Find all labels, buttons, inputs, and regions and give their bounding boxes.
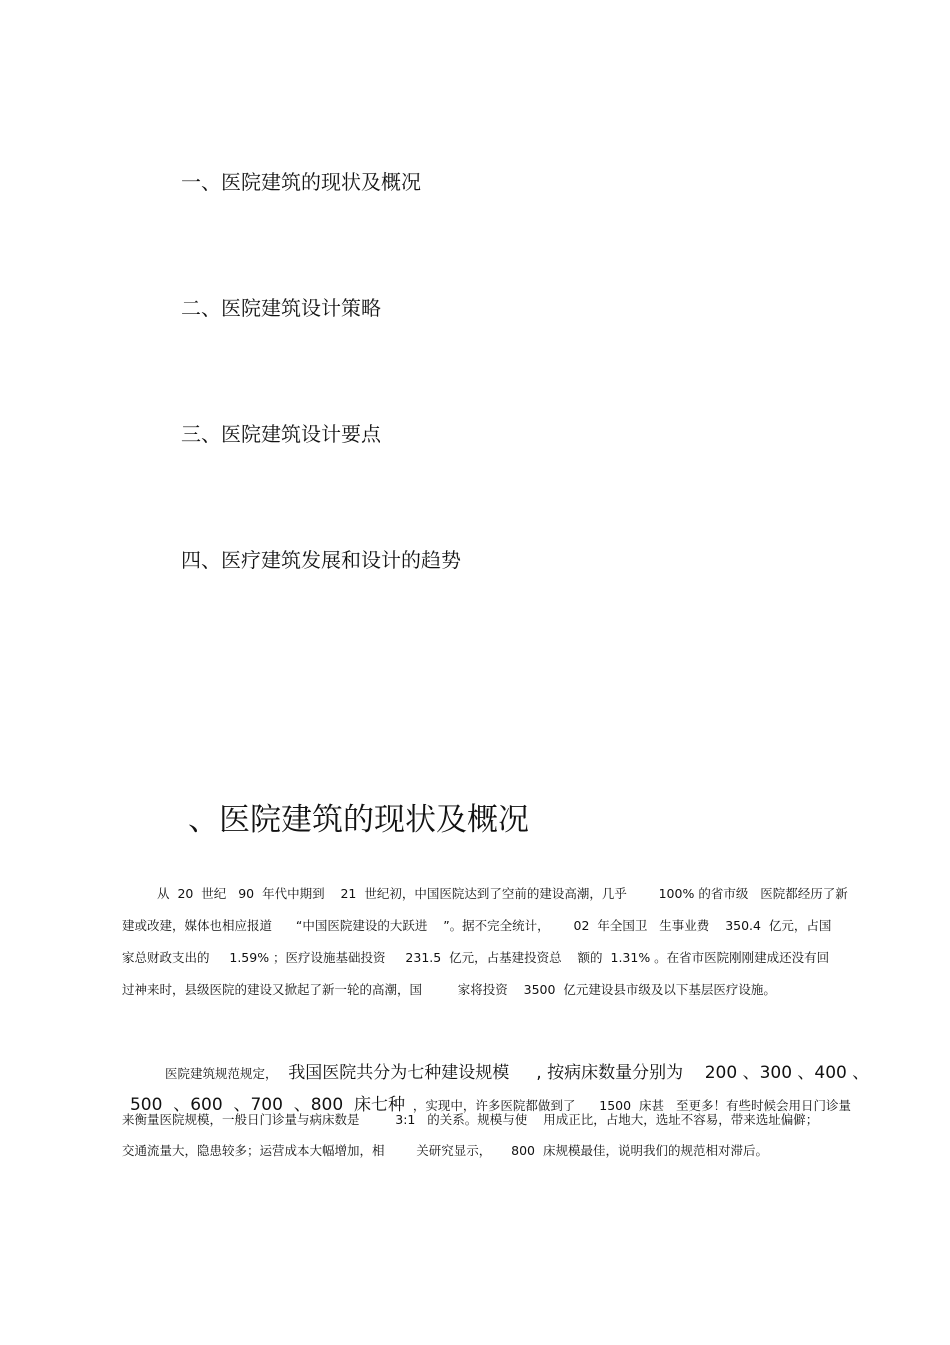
paragraph2-line-2-large: 500 、600 、700 、800 床七种 [129, 1095, 405, 1115]
paragraph2-line-2-small: ，实现中，许多医院都做到了 1500 床甚 至更多！有些时候会用日门诊量 [404, 1098, 851, 1113]
paragraph2-line-2 [122, 1078, 851, 1115]
paragraph2-line-1-small: 医院建筑规范规定， [164, 1066, 278, 1081]
toc-item-4: 四、医疗建筑发展和设计的趋势 [181, 548, 461, 572]
section-title: 、医院建筑的现状及概况 [188, 802, 529, 838]
toc-item-2: 二、医院建筑设计策略 [181, 296, 381, 320]
toc-item-3: 三、医院建筑设计要点 [181, 422, 381, 446]
paragraph2-line-1-large: 我国医院共分为七种建设规模 , 按病床数量分别为 200 、300 、400 、 [277, 1063, 870, 1083]
paragraph1-line-1: 从 20 世纪 90 年代中期到 21 世纪初，中国医院达到了空前的建设高潮，几乎 100% 的省市级 医院都经历了新 [157, 886, 848, 901]
toc-item-1: 一、医院建筑的现状及概况 [181, 170, 421, 194]
paragraph1-line-4: 过神来时，县级医院的建设又掀起了新一轮的高潮，国 家将投资 3500 亿元建设县市级及以下基层医疗设施。 [122, 982, 776, 997]
paragraph2-line-4: 交通流量大，隐患较多；运营成本大幅增加，相 关研究显示， 800 床规模最佳，说明我们的规范相对滞后。 [122, 1143, 768, 1158]
paragraph2-line-3: 来衡量医院规模，一般日门诊量与病床数是 3:1 的关系。规模与使 用成正比，占地大，选址不容易，带来选址偏僻； [122, 1112, 819, 1127]
paragraph1-line-3: 家总财政支出的 1.59% ；医疗设施基础投资 231.5 亿元，占基建投资总 额的 1.31% 。在省市医院刚刚建成还没有回 [122, 950, 830, 965]
paragraph1-line-2: 建或改建，媒体也相应报道 “中国医院建设的大跃进 ”。据不完全统计， 02 年全国卫 生事业费 350.4 亿元，占国 [122, 918, 832, 933]
